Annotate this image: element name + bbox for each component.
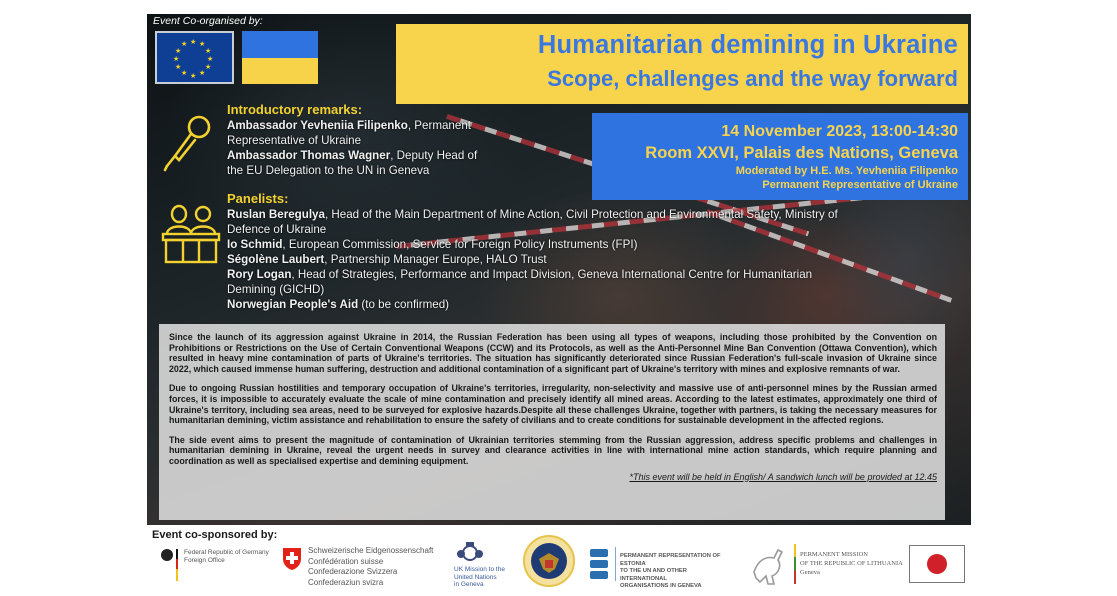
panelists-list xyxy=(227,207,847,312)
lithuania-vytis-icon xyxy=(748,542,788,586)
panelist-entry: Ségolène Laubert, Partnership Manager Europe, HALO Trust xyxy=(227,253,547,266)
cosponsored-label: Event co-sponsored by: xyxy=(152,529,278,541)
description-paragraph: Due to ongoing Russian hostilities and temporary occupation of Ukraine's territories, irregularity, non-selectivity and massive use of anti-personnel mines by the Russian armed forces, it is impossible to accurately evaluate the scale of mine contamination and precisely identify all mined areas. According to the latest estimates, approximately one third of Ukraine's territory, including sea areas, need to be surveyed for explosive hazards.Despite all these challenges Ukraine, together with partners, is taking the necessary measures for humanitarian demining, victim assistance and rehabilitation to ensure the safety of civilians and to create conditions for sustainable development in the affected regions. xyxy=(169,383,937,426)
event-date-time: 14 November 2023, 13:00-14:30 xyxy=(721,123,958,140)
speaker-entry: Ambassador Yevheniia Filipenko, Permanent Representative of Ukraine xyxy=(227,119,471,147)
eu-flag-icon: ★ ★ ★ ★ ★ ★ ★ ★ ★ ★ ★ ★ xyxy=(155,31,234,84)
sponsor-logo-lithuania: PERMANENT MISSION OF THE REPUBLIC OF LITHUANIA Geneva xyxy=(748,542,908,588)
us-mission-seal-icon xyxy=(523,535,575,587)
description-paragraph: The side event aims to present the magnitude of contamination of Ukrainian territories stemming from the Russian aggression, address specific problems and challenges in humanitarian demining in Ukraine, reveal the urgent needs in survey and clearance activities in line with international mine action standards, which require planning and coordination as well as specialised expertise and demining equipment. xyxy=(169,434,937,466)
panelists-heading: Panelists: xyxy=(227,191,289,206)
sponsor-logo-germany: Federal Republic of Germany Foreign Office xyxy=(160,547,270,587)
germany-eagle-icon xyxy=(160,547,182,583)
uk-royal-arms-icon xyxy=(456,542,484,564)
sponsor-logo-estonia: PERMANENT REPRESENTATION OF ESTONIA TO THE UN AND OTHER INTERNATIONAL ORGANISATIONS IN GENEVA xyxy=(586,545,731,585)
speaker-entry: Ambassador Thomas Wagner, Deputy Head of the EU Delegation to the UN in Geneva xyxy=(227,149,478,177)
event-subtitle: Scope, challenges and the way forward xyxy=(547,66,958,91)
estonia-lions-icon xyxy=(588,547,612,581)
event-location: Room XXVI, Palais des Nations, Geneva xyxy=(645,144,958,162)
microphone-icon xyxy=(161,114,213,174)
panelist-entry: Norwegian People's Aid (to be confirmed) xyxy=(227,298,450,311)
event-title: Humanitarian demining in Ukraine xyxy=(537,31,958,59)
description-panel xyxy=(159,324,945,520)
sponsor-logo-us-mission xyxy=(523,535,575,587)
panelist-entry: Io Schmid, European Commission, Service for Foreign Policy Instruments (FPI) xyxy=(227,238,638,251)
panel-speakers-icon xyxy=(161,204,221,264)
sponsor-logo-uk: UK Mission to the United Nations in Geneva xyxy=(452,540,522,592)
japan-flag-icon xyxy=(909,545,965,583)
sponsor-logo-switzerland: Schweizerische Eidgenossenschaft Confédération suisse Confederazione Svizzera Confederaziun svizra xyxy=(276,545,446,591)
moderator-line-2: Permanent Representative of Ukraine xyxy=(762,179,958,191)
introductory-heading: Introductory remarks: xyxy=(227,102,363,117)
ukraine-flag-icon xyxy=(242,31,318,84)
swiss-cross-icon xyxy=(282,547,302,571)
panelist-entry: Ruslan Beregulya, Head of the Main Department of Mine Action, Civil Protection and Environmental Safety, Ministry of Defence of Ukraine xyxy=(227,208,838,236)
description-paragraph: Since the launch of its aggression against Ukraine in 2014, the Russian Federation has been using all types of weapons, including those prohibited by the Convention on Prohibitions or Restrictions on the Use of Certain Conventional Weapons (CCW) and its Protocols, as well as the Anti-Personnel Mine Ban Convention (Ottawa Convention), which resulted in heavy mine contamination of parts of Ukraine's territories. The situation has significantly deteriorated since Russian Federation's full-scale invasion of Ukraine since 2022, which caused immense human suffering, destruction and additional contamination of a significant part of Ukraine's territory with mines and explosive remnants of war. xyxy=(169,332,937,374)
panelist-entry: Rory Logan, Head of Strategies, Performance and Impact Division, Geneva International Centre for Humanitarian Demining (GICHD) xyxy=(227,268,813,296)
moderator-line-1: Moderated by H.E. Ms. Yevheniia Filipenko xyxy=(735,165,958,177)
event-poster xyxy=(147,14,971,525)
introductory-speakers xyxy=(227,118,487,178)
coorganised-label: Event Co-organised by: xyxy=(153,15,263,27)
language-lunch-note: *This event will be held in English/ A sandwich lunch will be provided at 12.45 xyxy=(629,471,937,482)
title-banner xyxy=(396,24,968,104)
event-details-banner xyxy=(592,113,968,200)
